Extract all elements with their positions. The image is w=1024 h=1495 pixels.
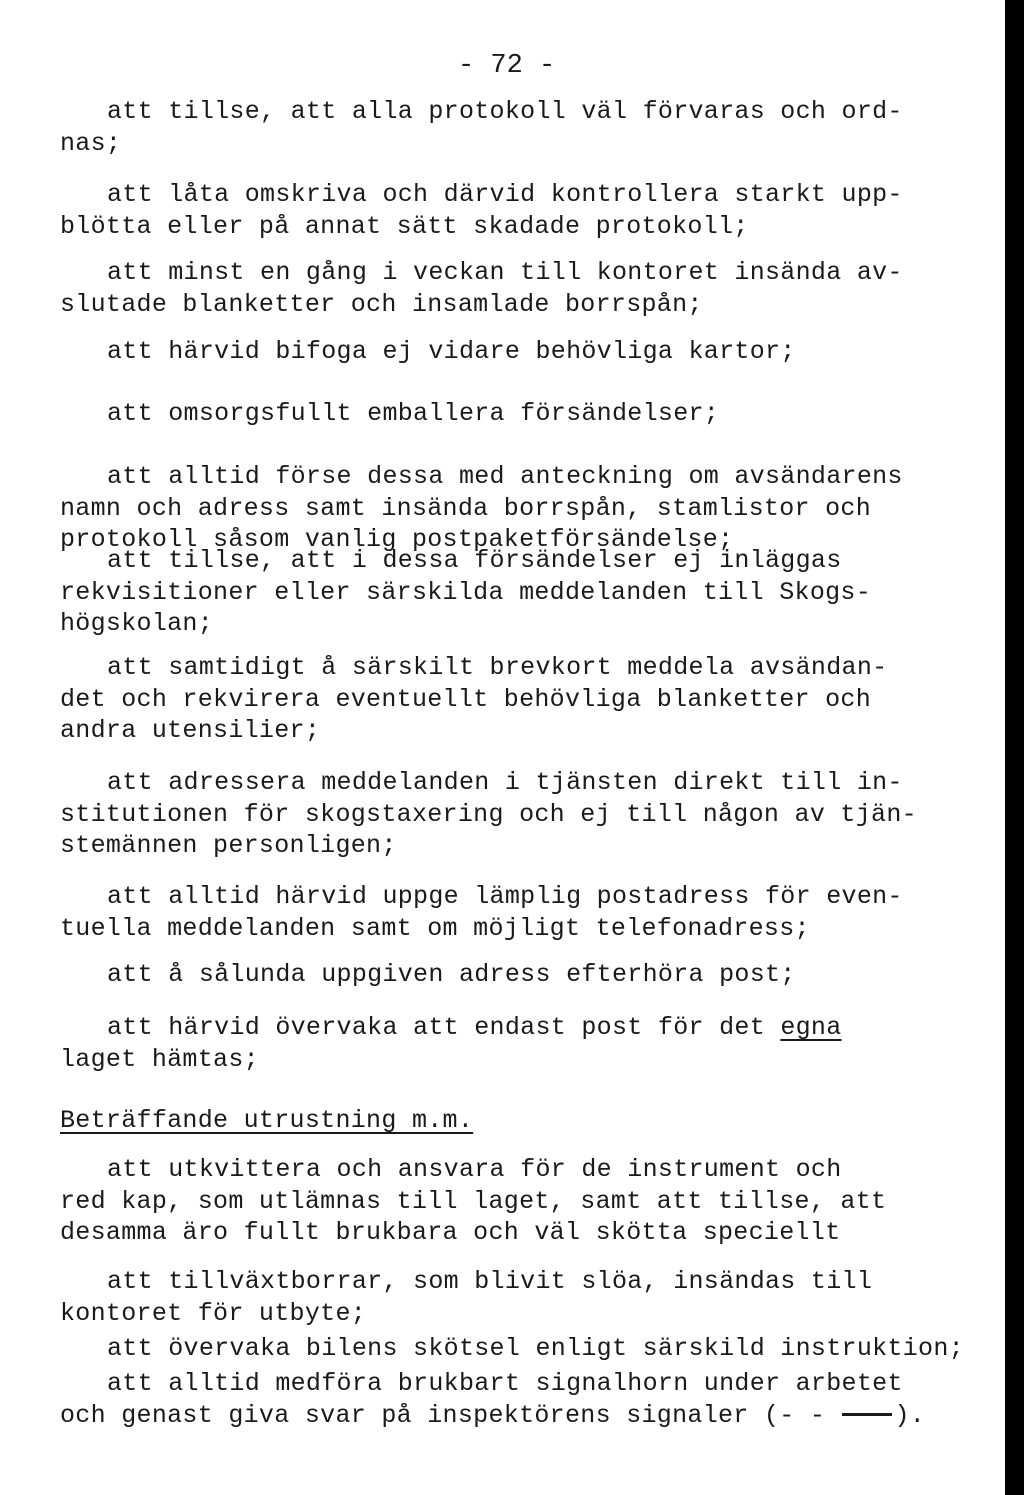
text-line: att alltid förse dessa med anteckning om avsändarens xyxy=(107,462,903,491)
text-line: att tillse, att i dessa försändelser ej inläggas xyxy=(107,546,842,575)
text-line: rekvisitioner eller särskilda meddelanden till Skogs- xyxy=(60,577,872,607)
text-line: stemännen personligen; xyxy=(60,831,397,860)
paragraph xyxy=(60,1368,990,1431)
paragraph xyxy=(60,652,990,747)
text-line xyxy=(60,1400,990,1432)
text-line: att samtidigt å särskilt brevkort meddela avsändan- xyxy=(107,653,888,682)
paragraph xyxy=(60,96,990,159)
text-line: att alltid härvid uppge lämplig postadress för even- xyxy=(107,882,903,911)
paragraph xyxy=(60,336,990,368)
underlined-word: egna xyxy=(780,1013,842,1042)
text-line: kontoret för utbyte; xyxy=(60,1298,367,1328)
text-line: andra utensilier; xyxy=(60,716,321,745)
text-line: laget hämtas; xyxy=(60,1044,259,1074)
text-line: det och rekvirera eventuellt behövliga blanketter och xyxy=(60,684,872,714)
text-line: att minst en gång i veckan till kontoret insända av- xyxy=(107,258,903,287)
text-line: att härvid bifoga ej vidare behövliga kartor; xyxy=(107,337,796,366)
text-line: slutade blanketter och insamlade borrspån; xyxy=(60,289,703,319)
text-line: red kap, som utlämnas till laget, samt att tillse, att xyxy=(60,1186,887,1216)
long-dash-mark xyxy=(842,1413,892,1416)
text-line: att alltid medföra brukbart signalhorn under arbetet xyxy=(107,1369,903,1398)
paragraph xyxy=(60,1154,990,1249)
paragraph xyxy=(60,959,990,991)
text-line: att låta omskriva och därvid kontrollera starkt upp- xyxy=(107,180,903,209)
short-dashes: - - xyxy=(779,1400,826,1430)
text-line: tuella meddelanden samt om möjligt telefonadress; xyxy=(60,913,810,943)
paragraph xyxy=(60,881,990,944)
text-line: att övervaka bilens skötsel enligt särskild instruktion; xyxy=(107,1334,964,1363)
scan-edge-bar xyxy=(1005,0,1024,1495)
text-line: högskolan; xyxy=(60,609,214,638)
paragraph xyxy=(60,398,990,430)
text-line: att tillse, att alla protokoll väl förvaras och ord- xyxy=(107,97,903,126)
paragraph xyxy=(60,545,990,640)
text-line: att omsorgsfullt emballera försändelser; xyxy=(107,399,720,428)
paragraph xyxy=(60,1333,990,1365)
paragraph xyxy=(60,1012,990,1075)
text-line: desamma äro fullt brukbara och väl skötta speciellt xyxy=(60,1218,841,1247)
text-line: nas; xyxy=(60,128,122,158)
text-line: blötta eller på annat sätt skadade protokoll; xyxy=(60,211,749,241)
paragraph xyxy=(60,257,990,320)
text-line: att utkvittera och ansvara för de instrument och xyxy=(107,1155,842,1184)
text-line: att tillväxtborrar, som blivit slöa, insändas till xyxy=(107,1267,873,1296)
paragraph xyxy=(60,1266,990,1329)
text-segment: och genast giva svar på inspektörens signaler ( xyxy=(60,1400,780,1430)
text-line xyxy=(60,1012,990,1044)
text-line: att å sålunda uppgiven adress efterhöra post; xyxy=(107,960,796,989)
paragraph xyxy=(60,179,990,242)
text-segment: att härvid övervaka att endast post för det xyxy=(107,1013,781,1042)
text-segment: ). xyxy=(894,1400,926,1430)
paragraph xyxy=(60,767,990,862)
text-line: protokoll såsom vanlig postpaketförsändelse; xyxy=(60,525,734,554)
heading-text: Beträffande utrustning m.m. xyxy=(60,1106,474,1135)
text-line: stitutionen för skogstaxering och ej till någon av tjän- xyxy=(60,799,917,829)
section-heading xyxy=(60,1105,990,1137)
page-number: - 72 - xyxy=(458,51,556,81)
text-line: namn och adress samt insända borrspån, stamlistor och xyxy=(60,493,872,523)
text-line: att adressera meddelanden i tjänsten direkt till in- xyxy=(107,768,903,797)
paragraph xyxy=(60,461,990,556)
